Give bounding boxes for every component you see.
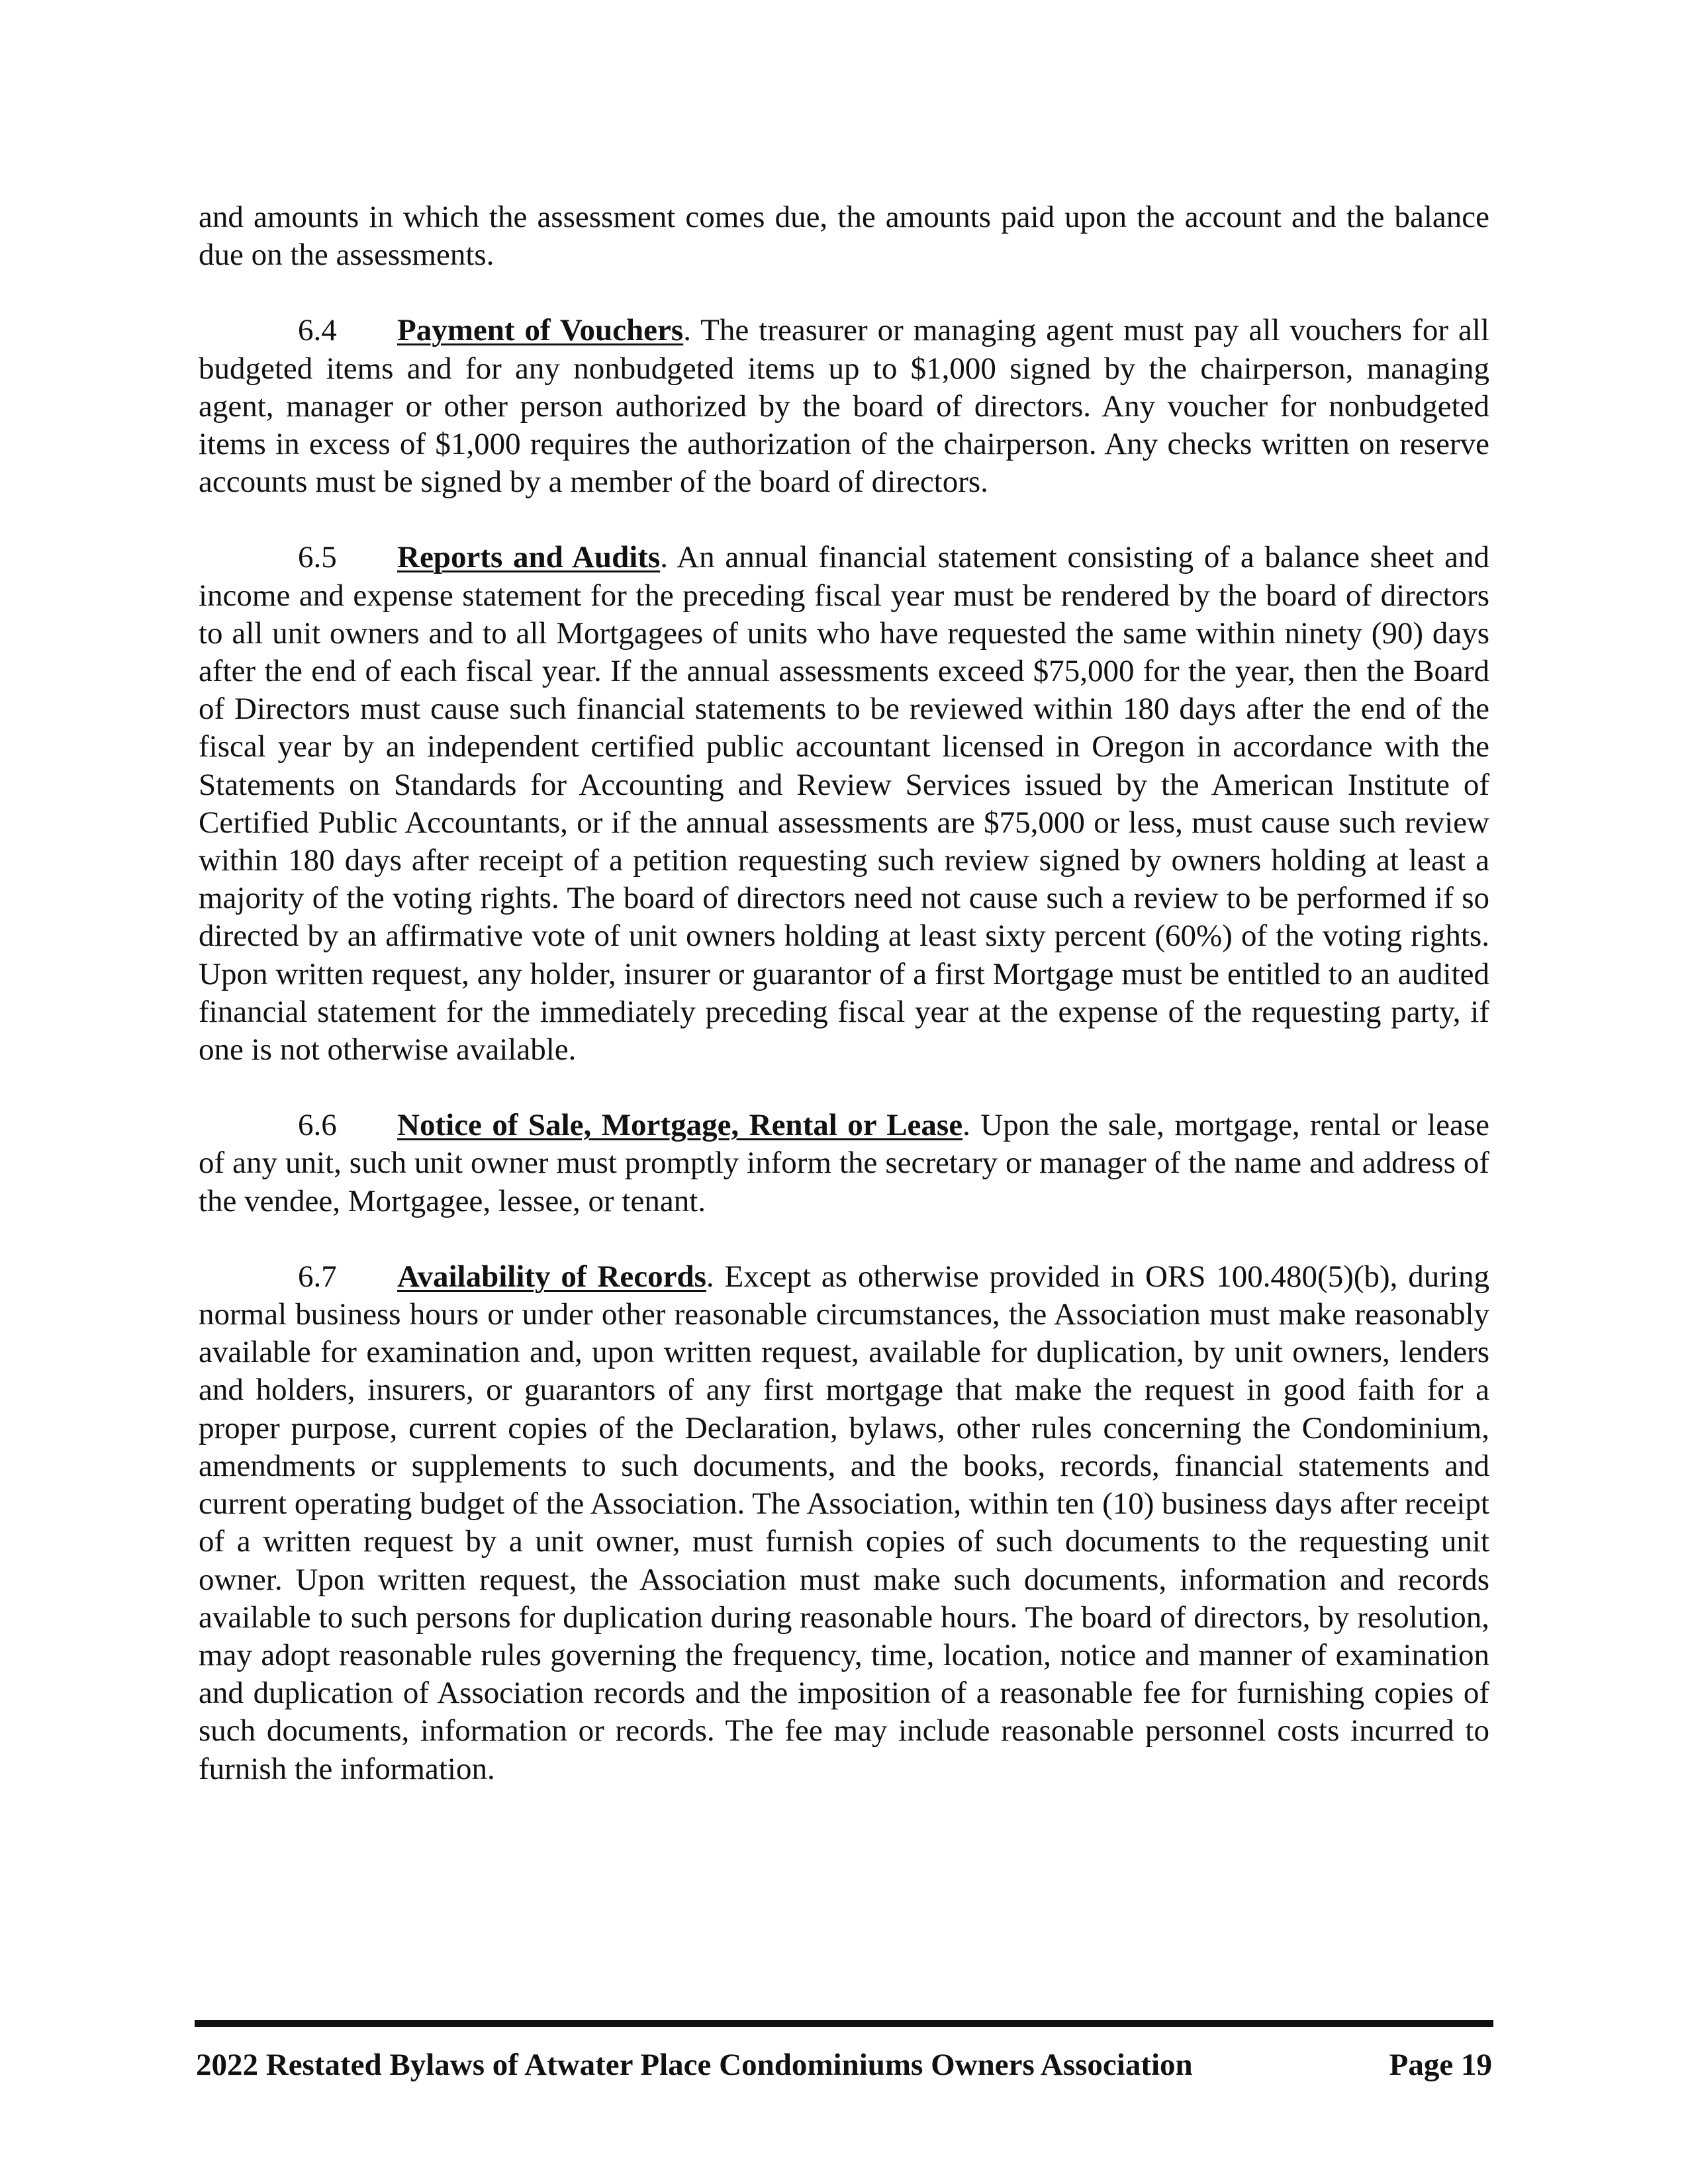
section-body: . The treasurer or managing agent must pay all vouchers for all budgeted items and for any nonbudgeted items up to $1,000 signed by the chairperson, managing agent, manager or other person authorized by the board of directors. Any voucher for nonbudgeted items in excess of $1,000 requires the authorization of the chairperson. Any checks written on reserve accounts must be signed by a member of the board of directors. [199,313,1489,500]
section-heading: Payment of Vouchers [397,313,684,348]
section-number: 6.7 [298,1259,337,1294]
section-6-4 [199,312,1489,501]
footer-divider [195,2020,1493,2027]
section-number: 6.6 [298,1108,337,1143]
section-body: . Except as otherwise provided in ORS 100.480(5)(b), during normal business hours or under other reasonable circumstances, the Association must make reasonably available for examination and, upon written request, available for duplication, by unit owners, lenders and holders, insurers, or guarantors of any first mortgage that make the request in good faith for a proper purpose, current copies of the Declaration, bylaws, other rules concerning the Condominium, amendments or supplements to such documents, and the books, records, financial statements and current operating budget of the Association. The Association, within ten (10) business days after receipt of a written request by a unit owner, must furnish copies of such documents to the requesting unit owner. Upon written request, the Association must make such documents, information and records available to such persons for duplication during reasonable hours. The board of directors, by resolution, may adopt reasonable rules governing the frequency, time, location, notice and manner of examination and duplication of Association records and the imposition of a reasonable fee for furnishing copies of such documents, information or records. The fee may include reasonable personnel costs incurred to furnish the information. [199,1259,1489,1786]
document-body [199,199,1489,1826]
footer-title: 2022 Restated Bylaws of Atwater Place Condominiums Owners Association [196,2048,1193,2082]
section-6-6 [199,1107,1489,1220]
page-number: Page 19 [1389,2048,1492,2082]
section-heading: Notice of Sale, Mortgage, Rental or Lease [397,1108,963,1143]
section-6-7 [199,1258,1489,1788]
section-body: . Upon the sale, mortgage, rental or lease of any unit, such unit owner must promptly inform the secretary or manager of the name and address of the vendee, Mortgagee, lessee, or tenant. [199,1108,1490,1218]
section-number: 6.5 [298,540,337,575]
section-number: 6.4 [298,313,337,348]
section-6-5 [199,539,1489,1069]
section-body: . An annual financial statement consisting of a balance sheet and income and expense statement for the preceding fiscal year must be rendered by the board of directors to all unit owners and to all Mortgagees of units who have requested the same within ninety (90) days after the end of each fiscal year. If the annual assessments exceed $75,000 for the year, then the Board of Directors must cause such financial statements to be reviewed within 180 days after the end of the fiscal year by an independent certified public accountant licensed in Oregon in accordance with the Statements on Standards for Accounting and Review Services issued by the American Institute of Certified Public Accountants, or if the annual assessments are $75,000 or less, must cause such review within 180 days after receipt of a petition requesting such review signed by owners holding at least a majority of the voting rights. The board of directors need not cause such a review to be performed if so directed by an affirmative vote of unit owners holding at least sixty percent (60%) of the voting rights. Upon written request, any holder, insurer or guarantor of a first Mortgage must be entitled to an audited financial statement for the immediately preceding fiscal year at the expense of the requesting party, if one is not otherwise available. [199,540,1489,1068]
section-heading: Reports and Audits [397,540,661,575]
section-heading: Availability of Records [397,1259,706,1294]
opening-paragraph: and amounts in which the assessment comes due, the amounts paid upon the account and the balance due on the assessments. [199,200,1489,273]
page-footer [196,2045,1492,2085]
